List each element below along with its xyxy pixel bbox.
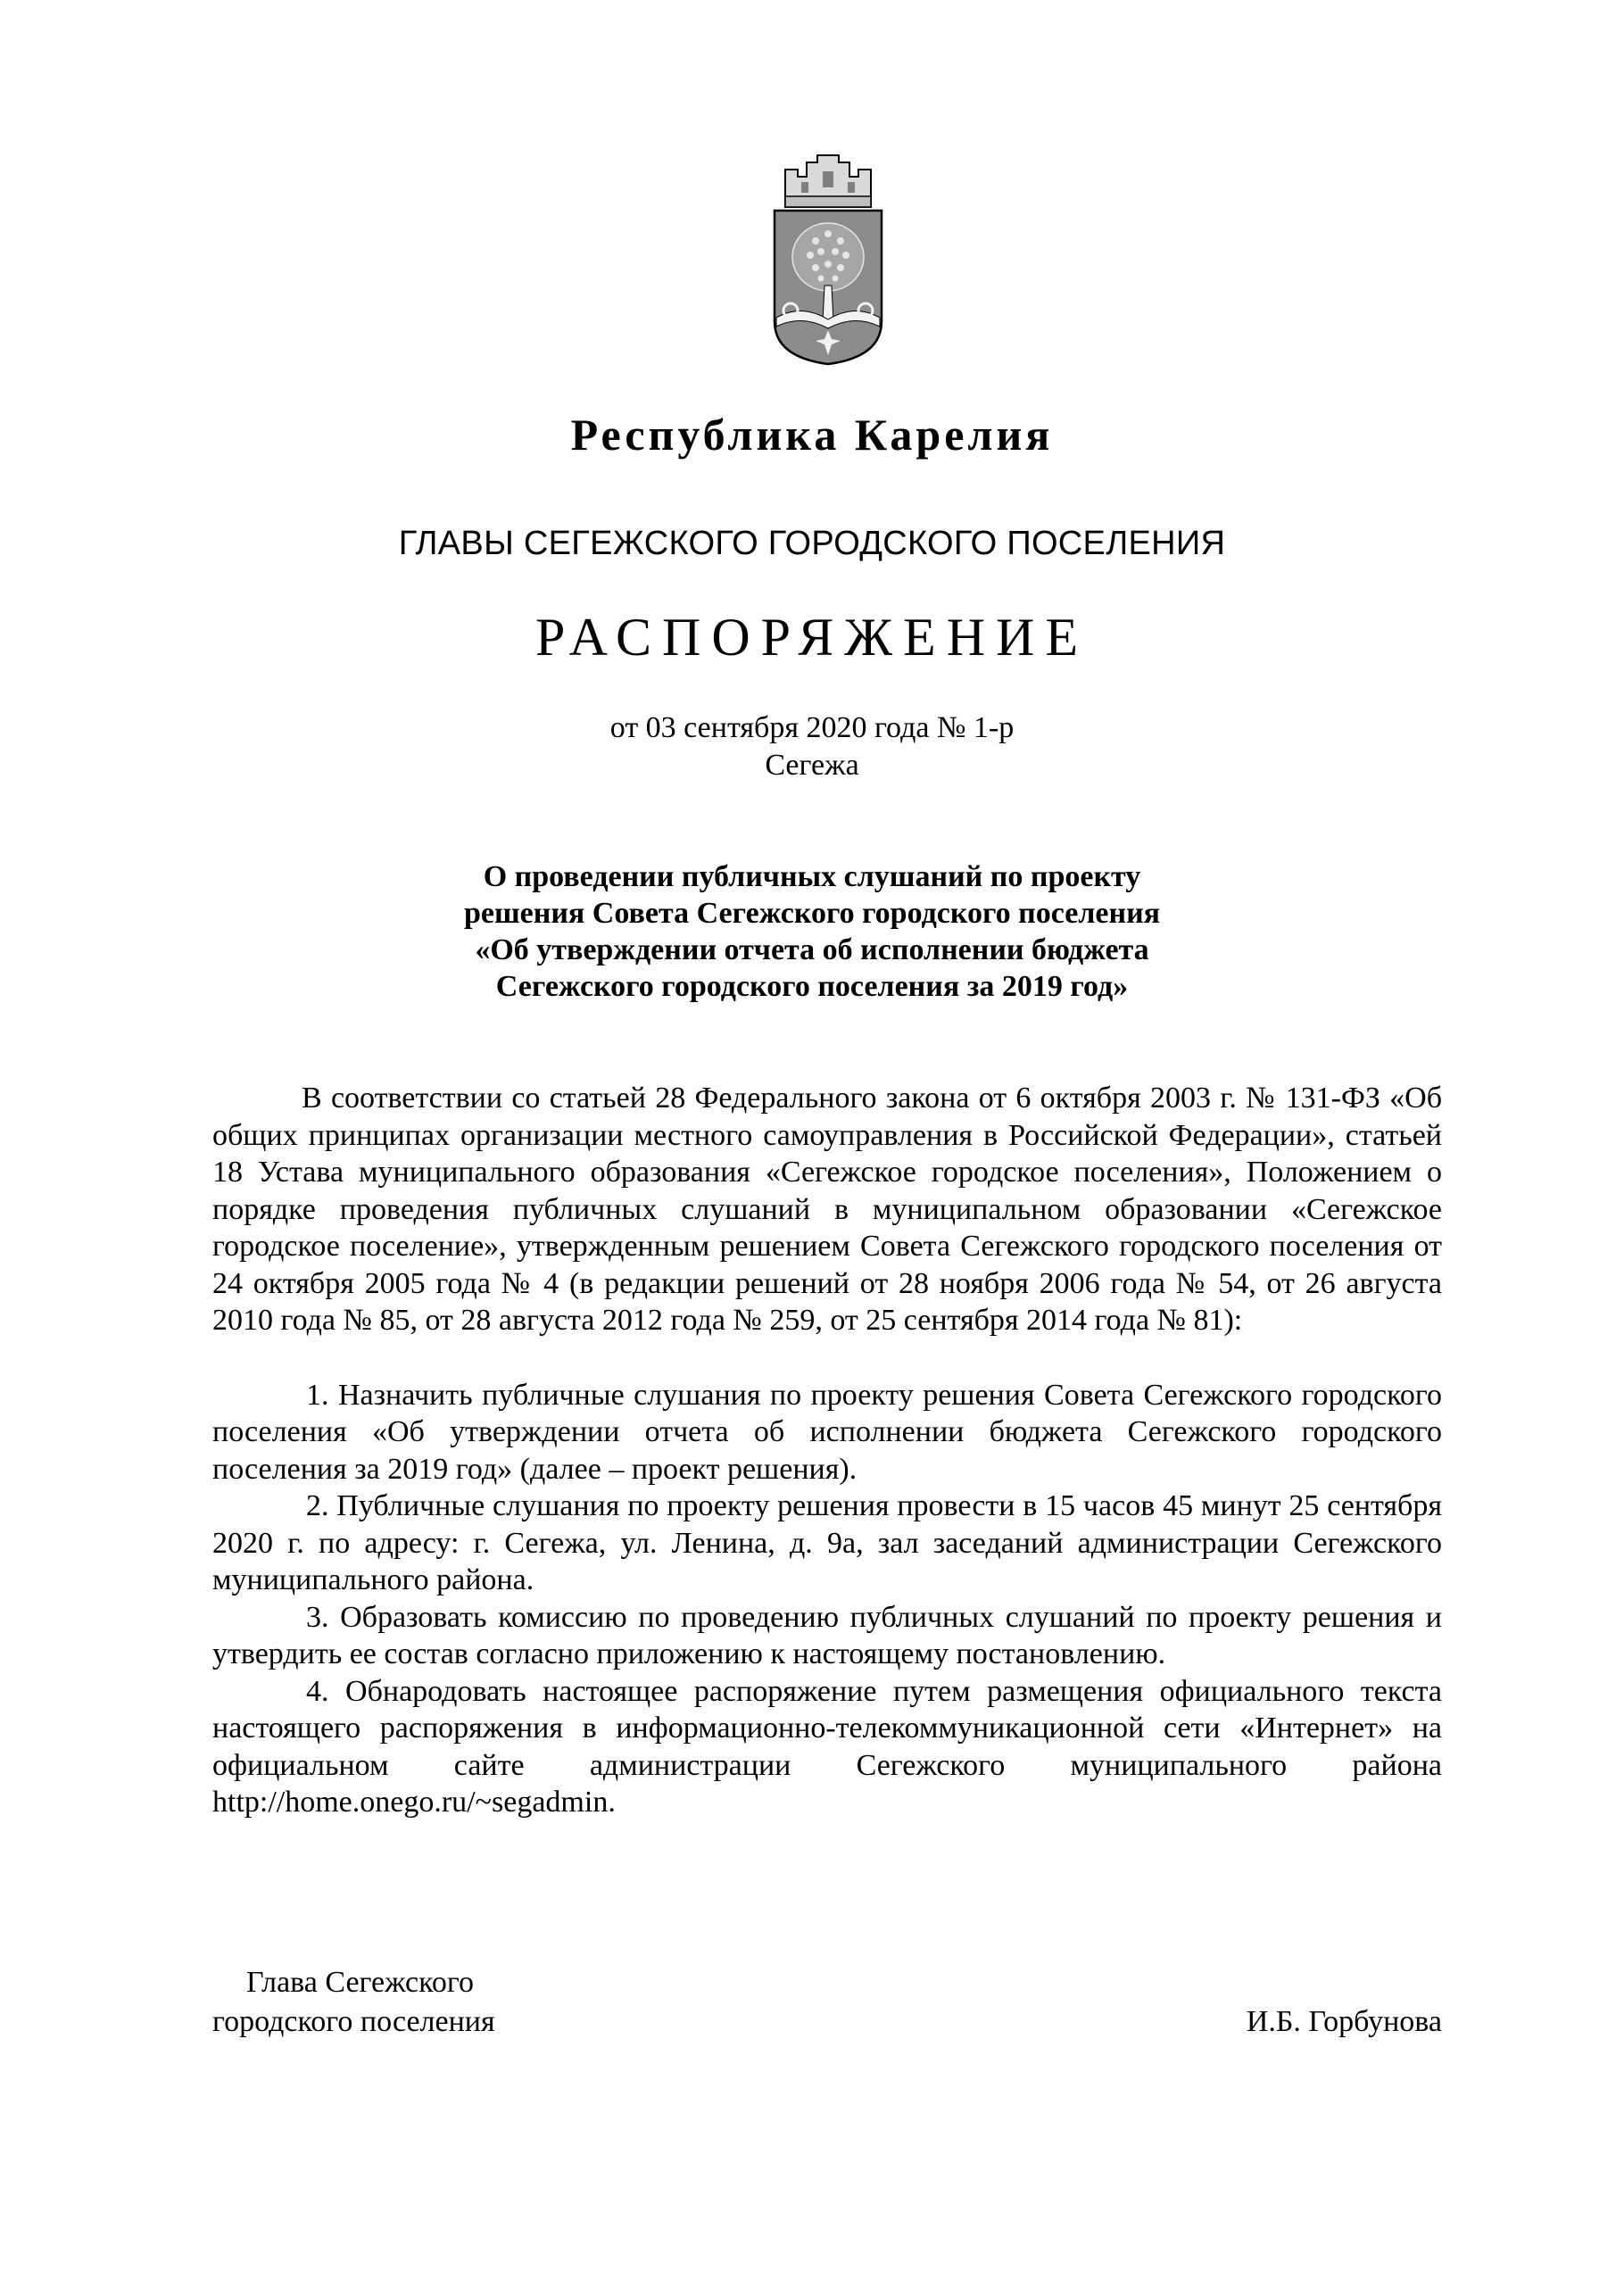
document-type: РАСПОРЯЖЕНИЕ: [534, 608, 1090, 667]
date-place-block: [0, 709, 1624, 784]
clause-item: 1. Назначить публичные слушания по проекту решения Совета Сегежского городского поселения «Об утверждении отчета об исполнении бюджета Сегежского городского поселения за 2019 год» (далее – проект решения).: [212, 1378, 1442, 1486]
signatory-name: И.Б. Горбунова: [1246, 2005, 1442, 2038]
date-number: от 03 сентября 2020 года № 1-р: [609, 711, 1015, 744]
title-line: Сегежского городского поселения за 2019 год»: [495, 970, 1129, 1003]
clause-item: 3. Образовать комиссию по проведению публичных слушаний по проекту решения и утвердить ее состав согласно приложению к настоящему постановлению.: [212, 1600, 1442, 1670]
preamble-paragraph: В соответствии со статьей 28 Федерального закона от 6 октября 2003 г. № 131-ФЗ «Об общих принципах организации местного самоуправления в Российской Федерации», статьей 18 Устава муниципального образования «Сегежское городское поселения», Положением о порядке проведения публичных слушаний в муниципальном образовании «Сегежское городское поселение», утвержденным решением Совета Сегежского городского поселения от 24 октября 2005 года № 4 (в редакции решений от 28 ноября 2006 года № 54, от 26 августа 2010 года № 85, от 28 августа 2012 года № 259, от 25 сентября 2014 года № 81):: [212, 1082, 1442, 1337]
republic-name: Республика Карелия: [570, 410, 1054, 460]
title-line: «Об утверждении отчета об исполнении бюджета: [475, 933, 1149, 966]
title-line: О проведении публичных слушаний по проекту: [483, 860, 1141, 893]
clause-item: 4. Обнародовать настоящее распоряжение путем размещения официального текста настоящего распоряжения в информационно-телекоммуникационной сети «Интернет» на официальном сайте администрации Сегежского муниципального района http://home.onego.ru/~segadmin.: [212, 1674, 1442, 1819]
title-line: решения Совета Сегежского городского поселения: [463, 897, 1161, 930]
clause-item: 2. Публичные слушания по проекту решения провести в 15 часов 45 минут 25 сентября 2020 г. по адресу: г. Сегежа, ул. Ленина, д. 9а, зал заседаний администрации Сегежского муниципального района.: [212, 1489, 1442, 1596]
document-title: [0, 858, 1624, 1005]
issuing-authority: ГЛАВЫ СЕГЕЖСКОГО ГОРОДСКОГО ПОСЕЛЕНИЯ: [398, 525, 1226, 562]
document-body: [212, 1080, 1442, 1821]
signatory-position: [212, 1963, 495, 2042]
coat-of-arms-icon: [766, 152, 891, 366]
place-name: Сегежа: [765, 749, 859, 782]
position-line: Глава Сегежского: [246, 1966, 474, 1999]
position-line: городского поселения: [212, 2005, 495, 2038]
